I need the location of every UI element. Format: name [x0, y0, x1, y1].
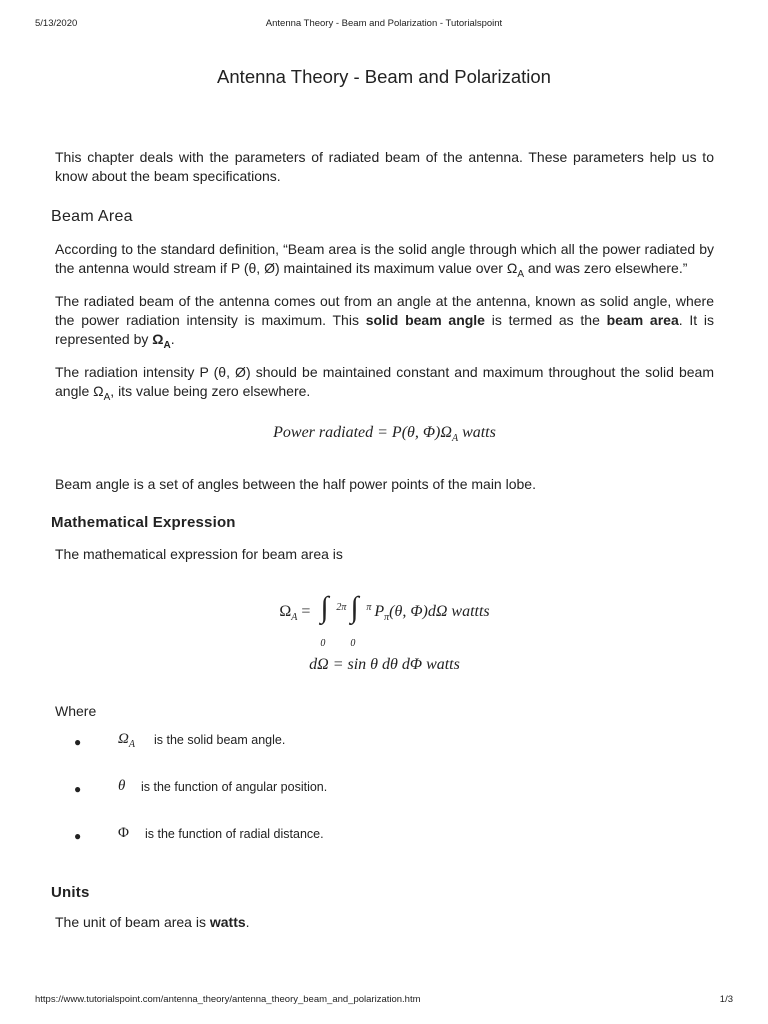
integral-sign: ∫ π 0	[350, 590, 372, 649]
units-paragraph: The unit of beam area is watts.	[55, 913, 250, 930]
print-header-title: Antenna Theory - Beam and Polarization - Tutorialspoint	[265, 18, 503, 29]
print-date: 5/13/2020	[35, 18, 78, 29]
beam-area-heading: Beam Area	[51, 208, 133, 225]
symbol-definition-list	[55, 730, 714, 874]
integral-sign: ∫ 2π 0	[320, 590, 347, 649]
bullet-icon: ●	[74, 734, 82, 749]
beam-angle-paragraph: Beam angle is a set of angles between the half power points of the main lobe.	[55, 475, 536, 492]
d-omega-equation: dΩ = sin θ dθ dΦ watts	[309, 655, 460, 673]
list-item: ● Φ is the function of radial distance.	[74, 824, 324, 843]
beam-area-integral-equation: $\Omega_A$ = ∫ 2π 0 ∫ π 0 $P_\pi(\theta$, Φ)dΩ wattts	[279, 590, 490, 649]
math-expression-intro: The mathematical expression for beam area is	[55, 545, 343, 562]
print-page-number: 1/3	[719, 994, 733, 1005]
bullet-icon: ●	[74, 828, 82, 843]
math-expression-heading: Mathematical Expression	[51, 513, 236, 531]
print-footer-url: https://www.tutorialspoint.com/antenna_theory/antenna_theory_beam_and_polarization.htm	[35, 994, 421, 1005]
intro-paragraph: This chapter deals with the parameters of radiated beam of the antenna. These parameters help us to know about the beam specifications.	[55, 149, 714, 184]
power-radiated-equation: Power radiated = P(θ, $\Phi)\Omega_A$ watts	[273, 424, 496, 445]
units-heading: Units	[51, 883, 90, 901]
list-item: ● $\Omega_A$ is the solid beam angle.	[74, 730, 286, 750]
beam-area-paragraph-2: The radiated beam of the antenna comes out from an angle at the antenna, known as solid angle, where the power radiation intensity is maximum. This solid beam angle is termed as the beam area. It is represented by $\Omega_A$.	[55, 292, 714, 351]
article-body	[51, 148, 714, 932]
page-title: Antenna Theory - Beam and Polarization	[217, 66, 551, 87]
bullet-icon: ●	[74, 781, 82, 796]
list-item: ● θ is the function of angular position.	[74, 777, 328, 796]
beam-area-definition: According to the standard definition, “Beam area is the solid angle through which all the power radiated by the antenna would stream if P (θ, Ø) maintained its maximum value over $\Omega_A$ and was zero elsewhere.”	[55, 241, 714, 280]
where-label: Where	[55, 702, 97, 719]
beam-area-paragraph-3: The radiation intensity P (θ, Ø) should be maintained constant and maximum throughout the solid beam angle $\Omega_A$, its value being zero elsewhere.	[55, 363, 714, 403]
